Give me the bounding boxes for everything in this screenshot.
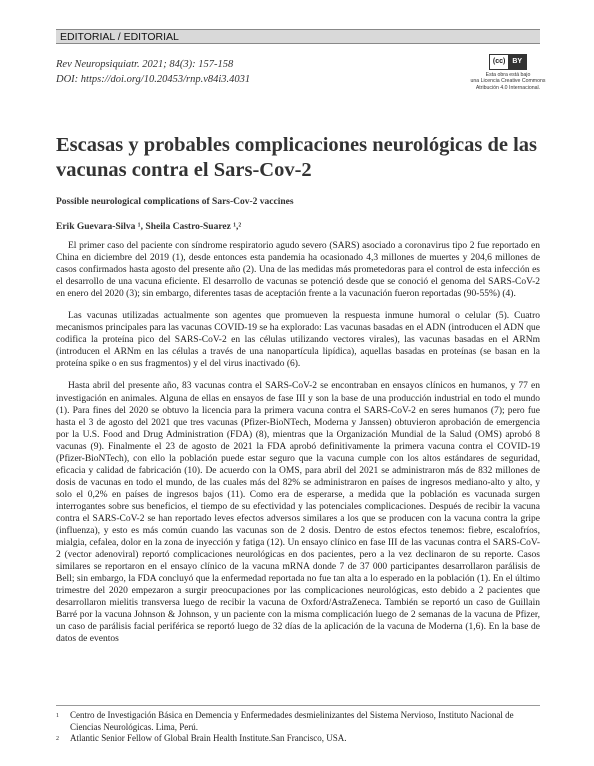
license-line: Atribución 4.0 Internacional. <box>475 84 541 91</box>
body-paragraph: Las vacunas utilizadas actualmente son agentes que promueven la respuesta inmune humoral o celular (5). Cuatro mecanismos principales para las vacunas COVID-19 se ha explorado: Las vacunas basadas en el ADN (introducen el ADN que codifica la proteína pico del SARS-CoV-2 en las células utilizando vectores virales), las vacunas basadas en el ARNm (introducen el ARNm en las células a través de una nanopartícula lipídica), aquellas basadas en proteínas (se basan en la proteína spike o en sus fragmentos) y el del virus inactivado (6). <box>56 311 540 370</box>
journal-citation: Rev Neuropsiquiatr. 2021; 84(3): 157-158 <box>56 59 234 70</box>
section-header: EDITORIAL / EDITORIAL <box>56 29 540 44</box>
creative-commons-icon[interactable] <box>489 54 527 70</box>
license-line[interactable]: una Licencia Creative Commons <box>470 78 546 84</box>
footnote-divider <box>56 705 540 706</box>
body-paragraph: El primer caso del paciente con síndrome respiratorio agudo severo (SARS) asociado a coronavirus tipo 2 fue reportado en China en diciembre del 2019 (1), desde entonces esta pandemia ha ocasionado 4,3 millones de muertes y 204,6 millones de casos confirmados hasta agosto del presente año (2). Una de las medidas más prometedoras para el control de esta infección es el desarrollo de una vacuna eficiente. El desarrollo de vacunas se potenció desde que se conoció el genoma del SARS-CoV-2 en enero del 2020 (3); sin embargo, diferentes tasas de aceptación frente a la vacunación fueron reportadas (90-55%) (4). <box>56 241 540 300</box>
cc-badge-label: (cc) <box>490 58 508 65</box>
article-body <box>56 240 540 656</box>
license-block <box>470 50 546 91</box>
by-badge-label: BY <box>508 55 526 69</box>
journal-info <box>56 57 250 87</box>
footnote-text: Centro de Investigación Básica en Demencia y Enfermedades desmielinizantes del Sistema Nervioso, Instituto Nacional de Ciencias Neurológicas. Lima, Perú. <box>70 710 514 732</box>
footnote-text: Atlantic Senior Fellow of Global Brain Health Institute.San Francisco, USA. <box>70 733 347 743</box>
license-text <box>470 72 546 92</box>
footnotes <box>56 710 540 746</box>
license-line: Esta obra está bajo <box>485 71 531 78</box>
article-subtitle: Possible neurological complications of Sars-Cov-2 vaccines <box>56 197 294 207</box>
article-title: Escasas y probables complicaciones neurológicas de las vacunas contra el Sars-Cov-2 <box>56 134 538 181</box>
body-paragraph: Hasta abril del presente año, 83 vacunas contra el SARS-CoV-2 se encontraban en ensayos clínicos en humanos, y 77 en investigación en animales. Alguna de ellas en ensayos de fase III y son la base de una producción industrial en todo el mundo (1). Para fines del 2020 se obtuvo la licencia para la primera vacuna contra el SARS-CoV-2 en seres humanos (7); pero fue hasta el 3 de agosto del 2021 que tres vacunas (Pfizer-BioNTech, Moderna y Janssen) obtuvieron aprobación de emergencia por la U.S. Food and Drug Administration (FDA) (8), mientras que la Organización Mundial de la Salud (OMS) aprobó 8 vacunas (9). Finalmente el 23 de agosto de 2021 la FDA aprobó definitivamente la primera vacuna contra el COVID-19 (Pfizer-BioNTech), con ello la población puede estar seguro que la vacuna cumple con los altos estándares de seguridad, eficacia y calidad de fabricación (10). De acuerdo con la OMS, para abril del 2021 se administraron más de 832 millones de dosis de vacunas en todo el mundo, de las cuales más del 82% se administraron en países de ingresos mediano-alto y alto, y solo el 0,2% en países de ingresos bajos (11). Como era de esperarse, a medida que la población es vacunada surgen interrogantes sobre sus beneficios, el tiempo de su efectividad y las potenciales complicaciones. Después de recibir la vacuna contra el SARS-CoV-2 se han reportado leves efectos adversos similares a los que se producen con la vacuna contra la gripe (influenza), y esto es más común cuando las vacunas son de 2 dosis. Dentro de estos efectos tenemos: fiebre, escalofríos, mialgia, cefalea, dolor en la zona de inyección y fatiga (12). Un ensayo clínico en fase III de las vacunas contra el SARS-CoV-2 (vector adenoviral) reportó complicaciones neurológicas en dos pacientes, pero a la vez declinaron de su reporte. Casos similares se reportaron en el ensayo clínico de la vacuna mRNA donde 7 de 37 000 participantes desarrollaron parálisis de Bell; sin embargo, la FDA concluyó que la enfermedad reportada no fue tan alta a lo esperado en la población (1). En el último trimestre del 2020 empezaron a surgir preocupaciones por las complicaciones neurológicas, esto debido a 2 pacientes que desarrollaron mielitis transversa luego de recibir la vacuna de Oxford/AstraZeneca. También se reportó un caso de Guillain Barré por la vacuna Johnson & Johnson, y un paciente con la misma complicación luego de 2 semanas de la vacuna de Pfizer, un caso de parálisis facial periférica se reportó luego de 32 días de la aplicación de la vacuna de Moderna (1,6). En la base de datos de eventos <box>56 381 540 645</box>
article-authors: Erik Guevara-Silva ¹, Sheila Castro-Suarez ¹,² <box>56 222 242 232</box>
footnote-item <box>56 733 540 746</box>
footnote-mark: 2 <box>56 736 59 742</box>
footnote-mark: 1 <box>56 713 59 719</box>
journal-doi[interactable]: DOI: https://doi.org/10.20453/rnp.v84i3.4031 <box>56 74 251 85</box>
footnote-item <box>56 710 540 733</box>
